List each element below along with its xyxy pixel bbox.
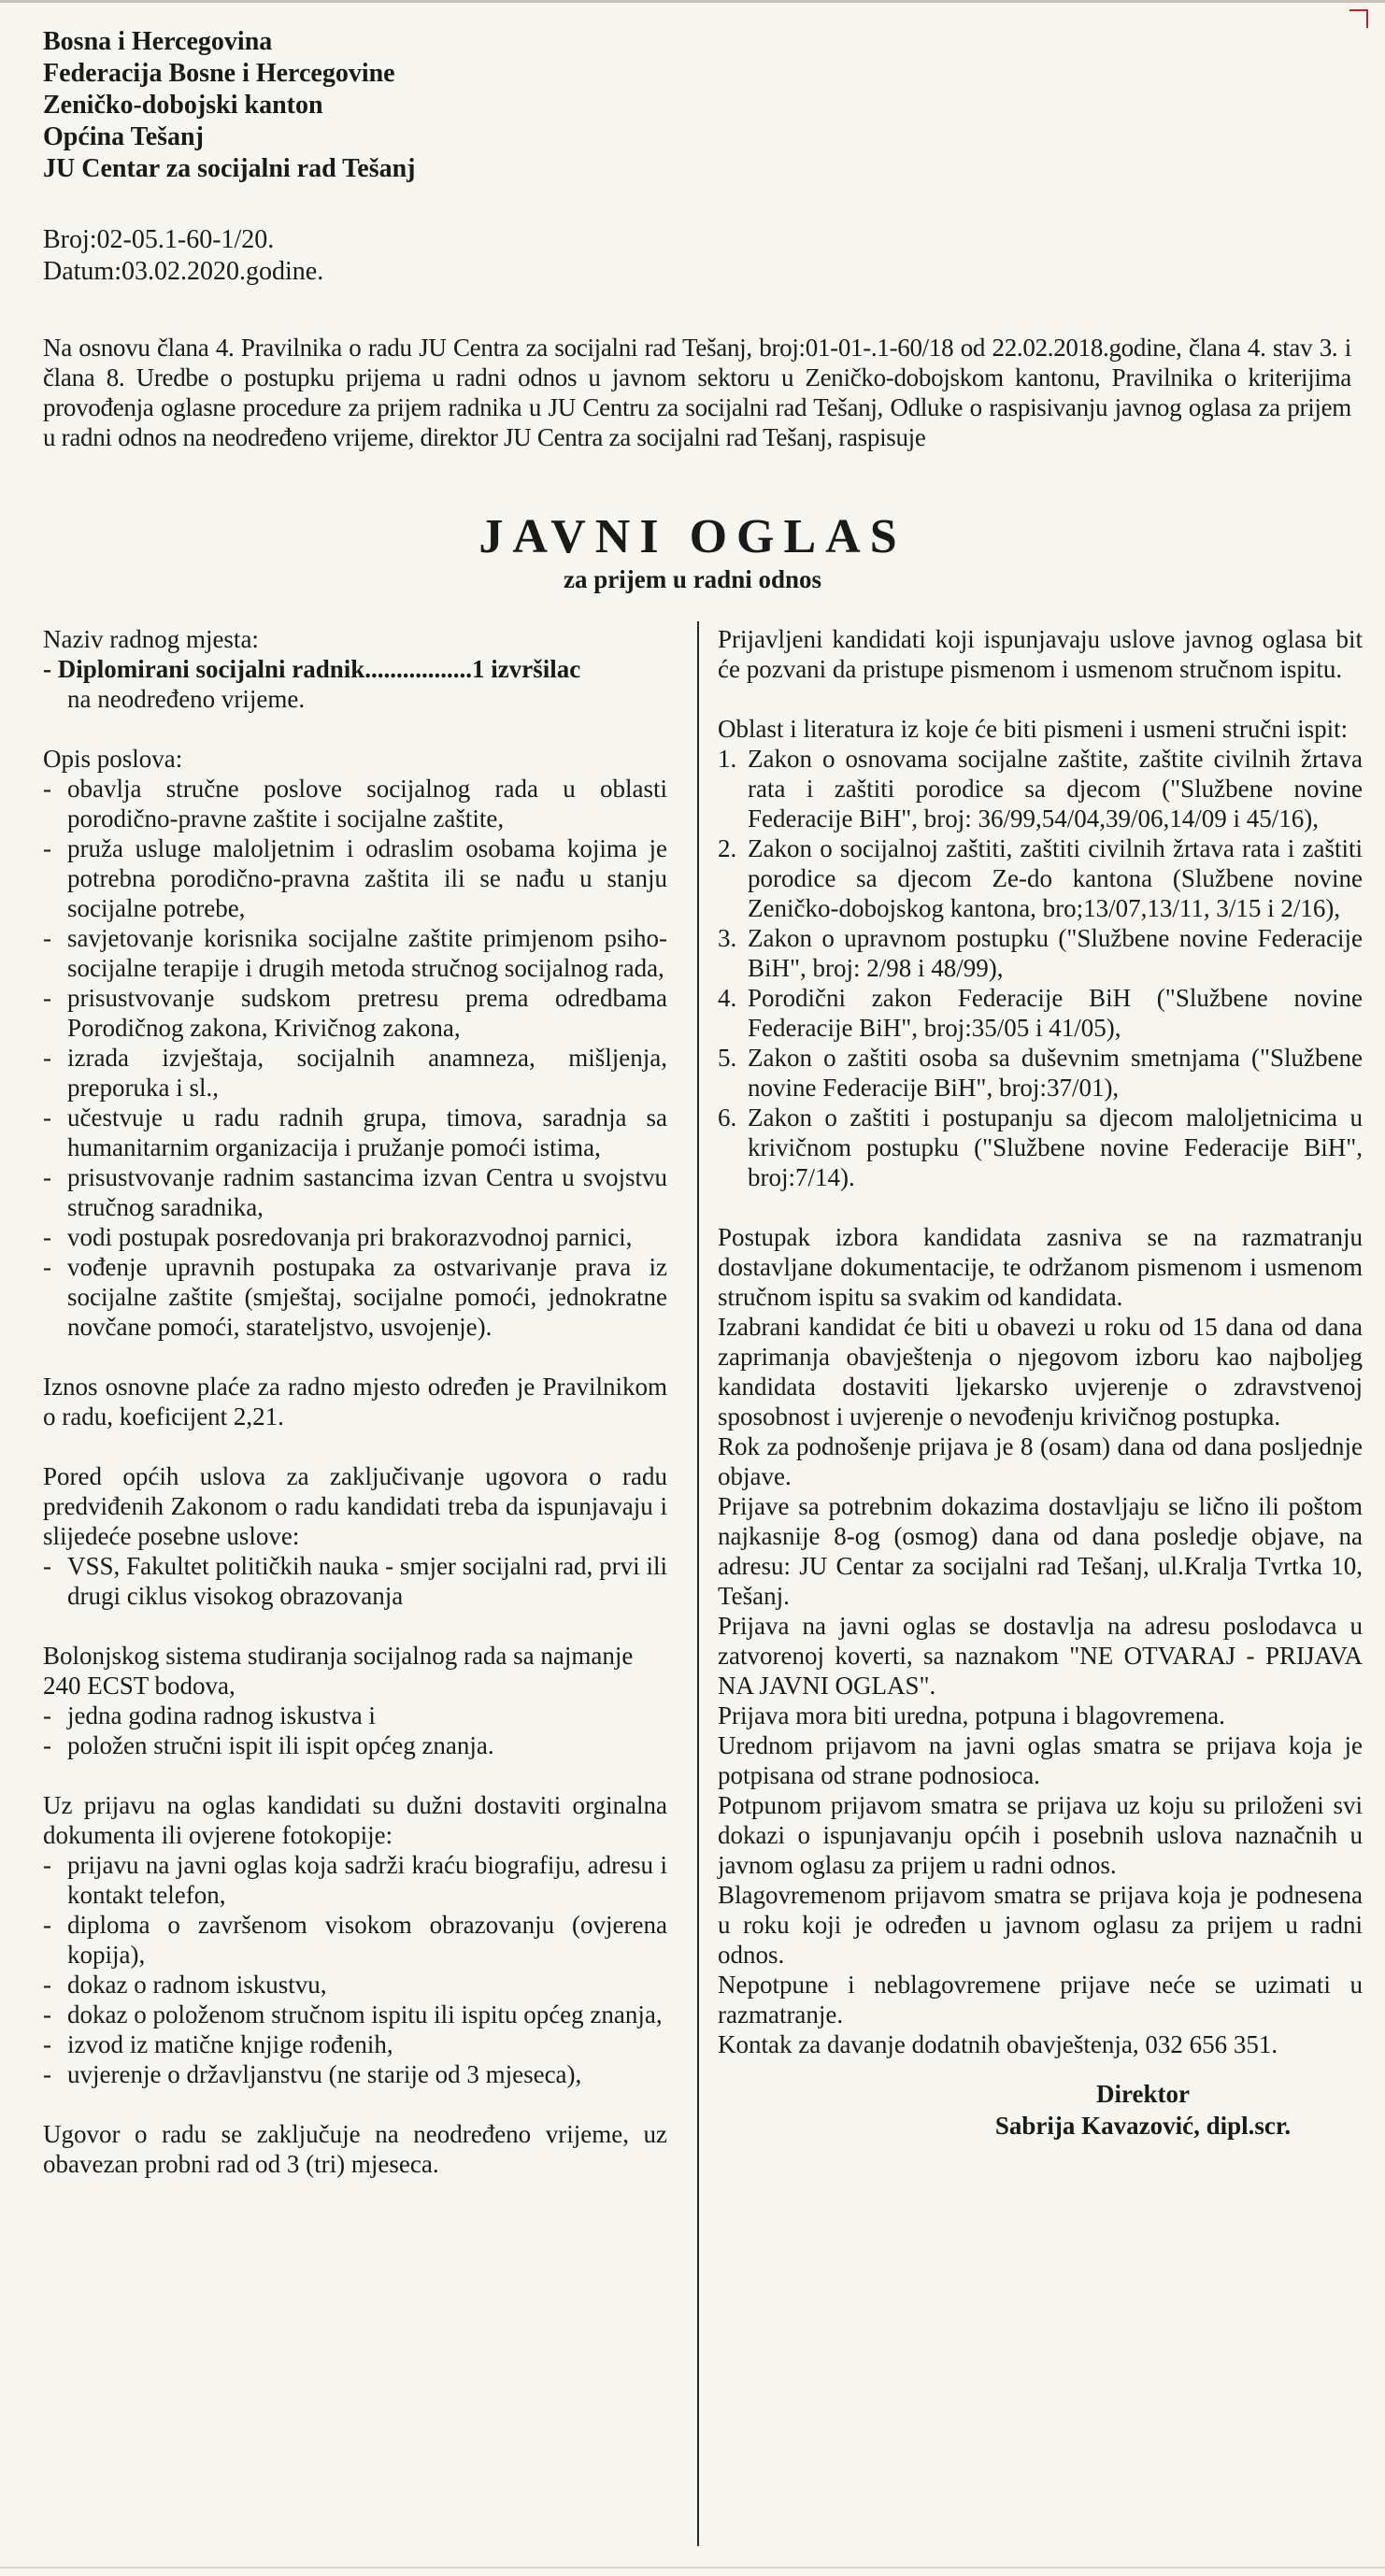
duty-item: - prisustvovanje radnim sastancima izvan Centra u svojstvu stručnog saradnika, xyxy=(43,1162,667,1222)
duty-item: - prisustvovanje sudskom pretresu prema odredbama Porodičnog zakona, Krivičnog zakona, xyxy=(43,983,667,1043)
duty-item: - obavlja stručne poslove socijalnog rada u oblasti porodično-pravne zaštite i socijalne zaštite, xyxy=(43,774,667,833)
duty-item: - izrada izvještaja, socijalnih anamneza, mišljenja, preporuka i sl., xyxy=(43,1043,667,1103)
literature-number: 6. xyxy=(718,1103,737,1131)
documents-intro: Uz prijavu na oglas kandidati su dužni dostaviti orginalna dokumenta ili ovjerene fotokopije: xyxy=(43,1791,667,1849)
extra-conditions-list xyxy=(43,1701,667,1760)
salary-paragraph: Iznos osnovne plaće za radno mjesto određen je Pravilnikom o radu, koeficijent 2,21. xyxy=(43,1373,667,1430)
letterhead-line-1: Bosna i Hercegovina xyxy=(43,27,273,56)
literature-list xyxy=(718,744,1363,1192)
conditions-intro: Pored općih uslova za zaključivanje ugovora o radu predviđenih Zakonom o radu kandidati treba da ispunjavaju i slijedeće posebne uslove: xyxy=(43,1462,667,1550)
exam-paragraph: Prijavljeni kandidati koji ispunjavaju uslove javnog oglasa bit će pozvani da pristupe pismenom i usmenom stručnom ispitu. xyxy=(718,625,1363,683)
duty-item: - pruža usluge maloljetnim i odraslim osobama kojima je potrebna porodično-pravna zaštita ili se nađu u stanju socijalne potrebe, xyxy=(43,833,667,923)
condition-item: - VSS, Fakultet političkih nauka - smjer socijalni rad, prvi ili drugi ciklus visokog obrazovanja xyxy=(43,1551,667,1611)
extra-condition-item: - jedna godina radnog iskustva i xyxy=(43,1701,667,1730)
literature-item xyxy=(718,744,1363,833)
notice-subtitle: za prijem u radni odnos xyxy=(563,565,822,593)
extra-condition-item: - položen stručni ispit ili ispit općeg znanja. xyxy=(43,1730,667,1760)
letterhead-line-4: Općina Tešanj xyxy=(43,122,204,151)
column-divider xyxy=(697,621,699,2546)
intro-paragraph: Na osnovu člana 4. Pravilnika o radu JU Centra za socijalni rad Tešanj, broj:01-01-.1-60/18 od 22.02.2018.godine, člana 4. stav 3. i člana 8. Uredbe o postupku prijema u radni odnos u javnom sektoru u Zeničko-dobojskom kantonu, Pravilnika o kriterijima provođenja oglasne procedure za prijem radnika u JU Centru za socijalni rad Tešanj, Odluke o raspisivanju javnog oglasa za prijem u radni odnos na neodređeno vrijeme, direktor JU Centra za socijalni rad Tešanj, raspisuje xyxy=(43,334,1351,451)
procedure-paragraph: Prijave sa potrebnim dokazima dostavljaju se lično ili poštom najkasnije 8-og (osmog) dana od dana posledje objave, na adresu: JU Centar za socijalni rad Tešanj, ul.Kralja Tvrtka 10, Tešanj. xyxy=(718,1492,1363,1610)
notice-title: JAVNI OGLAS xyxy=(478,510,907,563)
position-name: - Diplomirani socijalni radnik.................1 izvršilac xyxy=(43,655,581,683)
document-item: - izvod iz matične knjige rođenih, xyxy=(43,2029,667,2059)
duties-label: Opis poslova: xyxy=(43,745,183,773)
literature-text: Zakon o upravnom postupku ("Službene novine Federacije BiH", broj: 2/98 i 48/99), xyxy=(748,924,1363,982)
conditions-list xyxy=(43,1551,667,1611)
letterhead-line-5: JU Centar za socijalni rad Tešanj xyxy=(43,154,416,183)
literature-number: 1. xyxy=(718,745,737,773)
contact-paragraph: Kontak za davanje dodatnih obavještenja, 032 656 351. xyxy=(718,2030,1278,2058)
procedure-section xyxy=(718,1222,1363,2059)
document-item: - dokaz o položenom stručnom ispitu ili ispitu općeg znanja, xyxy=(43,2000,667,2029)
duty-item: - vođenje upravnih postupaka za ostvarivanje prava iz socijalne zaštite (smještaj, socijalne pomoći, jednokratne novčane pomoći, starateljstvo, usvojenje). xyxy=(43,1252,667,1342)
reference-number: Broj:02-05.1-60-1/20. xyxy=(43,225,275,254)
corner-mark xyxy=(1349,9,1368,28)
page-top-edge xyxy=(0,0,1385,3)
letterhead-line-2: Federacija Bosne i Hercegovine xyxy=(43,59,395,88)
reference-date: Datum:03.02.2020.godine. xyxy=(43,257,324,286)
procedure-paragraph: Rok za podnošenje prijava je 8 (osam) dana od dana posljednje objave. xyxy=(718,1432,1363,1490)
reference-block xyxy=(43,224,323,288)
letterhead-line-3: Zeničko-dobojski kanton xyxy=(43,91,323,120)
page-bottom-edge xyxy=(0,2567,1385,2569)
literature-item xyxy=(718,923,1363,983)
letterhead xyxy=(43,26,416,185)
procedure-paragraph: Potpunom prijavom smatra se prijava uz koju su priloženi svi dokazi o ispunjavanju općih i posebnih uslova naznačnih u javnom oglasu za prijem u radni odnos. xyxy=(718,1791,1363,1879)
left-column xyxy=(43,624,667,2179)
document-item: - uvjerenje o državljanstvu (ne starije od 3 mjeseca), xyxy=(43,2059,667,2089)
procedure-paragraph: Prijava na javni oglas se dostavlja na adresu poslodavca u zatvorenoj koverti, sa naznakom "NE OTVARAJ - PRIJAVA NA JAVNI OGLAS". xyxy=(718,1612,1363,1700)
literature-item xyxy=(718,1103,1363,1192)
literature-text: Zakon o socijalnoj zaštiti, zaštiti civilnih žrtava rata i zaštiti porodice sa djecom Ze-do kantona (Službene novine Zeničko-dobojskog kantona, bro;13/07,13/11, 3/15 i 2/16), xyxy=(748,834,1363,922)
duties-list xyxy=(43,774,667,1342)
procedure-paragraph: Izabrani kandidat će biti u obavezi u roku od 15 dana od dana zaprimanja obavještenja o njegovom izboru kao najboljeg kandidata dostaviti ljekarsko uvjerenje o zdravstvenoj sposobnost i uvjerenje o nevođenju krivičnog postupka. xyxy=(718,1313,1363,1430)
right-column xyxy=(718,624,1363,2142)
duty-item: - vodi postupak posredovanja pri brakorazvodnoj parnici, xyxy=(43,1222,667,1252)
literature-text: Zakon o osnovama socijalne zaštite, zaštite civilnih žrtava rata i zaštiti porodice sa djecom ("Službene novine Federacije BiH", broj: 36/99,54/04,39/06,14/09 i 45/16), xyxy=(748,745,1363,833)
literature-item xyxy=(718,983,1363,1043)
documents-list xyxy=(43,1850,667,2089)
literature-item xyxy=(718,833,1363,923)
literature-number: 5. xyxy=(718,1044,737,1072)
literature-text: Zakon o zaštiti osoba sa duševnim smetnjama ("Službene novine Federacije BiH", broj:37/01), xyxy=(748,1044,1363,1102)
document-item: - dokaz o radnom iskustvu, xyxy=(43,1970,667,2000)
document-item: - diploma o završenom visokom obrazovanju (ovjerena kopija), xyxy=(43,1910,667,1970)
procedure-paragraph: Nepotpune i neblagovremene prijave neće se uzimati u razmatranje. xyxy=(718,1971,1363,2028)
signature-block xyxy=(718,2078,1363,2142)
literature-text: Porodični zakon Federacije BiH ("Službene novine Federacije BiH", broj:35/05 i 41/05), xyxy=(748,984,1363,1042)
contract-paragraph: Ugovor o radu se zaključuje na neodređeno vrijeme, uz obavezan probni rad od 3 (tri) mjeseca. xyxy=(43,2120,667,2178)
duty-item: - savjetovanje korisnika socijalne zaštite primjenom psiho-socijalne terapije i drugih metoda stručnog socijalnog rada, xyxy=(43,923,667,983)
bologna-paragraph: Bolonjskog sistema studiranja socijalnog rada sa najmanje 240 ECST bodova, xyxy=(43,1642,634,1700)
procedure-paragraph: Prijava mora biti uredna, potpuna i blagovremena. xyxy=(718,1701,1225,1729)
literature-number: 2. xyxy=(718,834,737,862)
document-item: - prijavu na javni oglas koja sadrži kraću biografiju, adresu i kontakt telefon, xyxy=(43,1850,667,1910)
literature-number: 4. xyxy=(718,984,737,1012)
procedure-paragraph: Blagovremenom prijavom smatra se prijava koja je podnesena u roku koji je određen u javnom oglasu za prijem u radni odnos. xyxy=(718,1881,1363,1969)
signature-name: Sabrija Kavazović, dipl.scr. xyxy=(994,2112,1292,2140)
position-term: na neodređeno vrijeme. xyxy=(67,685,306,713)
procedure-paragraph: Postupak izbora kandidata zasniva se na razmatranju dostavljane dokumentacije, te održanom pismenom i usmenom stručnom ispitu sa svakim od kandidata. xyxy=(718,1223,1363,1311)
literature-intro: Oblast i literatura iz koje će biti pismeni i usmeni stručni ispit: xyxy=(718,715,1349,743)
signature-title: Direktor xyxy=(1096,2080,1190,2108)
procedure-paragraph: Urednom prijavom na javni oglas smatra se prijava koja je potpisana od strane podnosioca. xyxy=(718,1731,1363,1789)
literature-text: Zakon o zaštiti i postupanju sa djecom maloljetnicima u krivičnom postupku ("Službene novine Federacije BiH", broj:7/14). xyxy=(748,1103,1363,1191)
duty-item: - učestvuje u radu radnih grupa, timova, saradnja sa humanitarnim organizacija i pružanje pomoći istima, xyxy=(43,1103,667,1162)
literature-number: 3. xyxy=(718,924,737,952)
position-label: Naziv radnog mjesta: xyxy=(43,625,259,653)
literature-item xyxy=(718,1043,1363,1103)
